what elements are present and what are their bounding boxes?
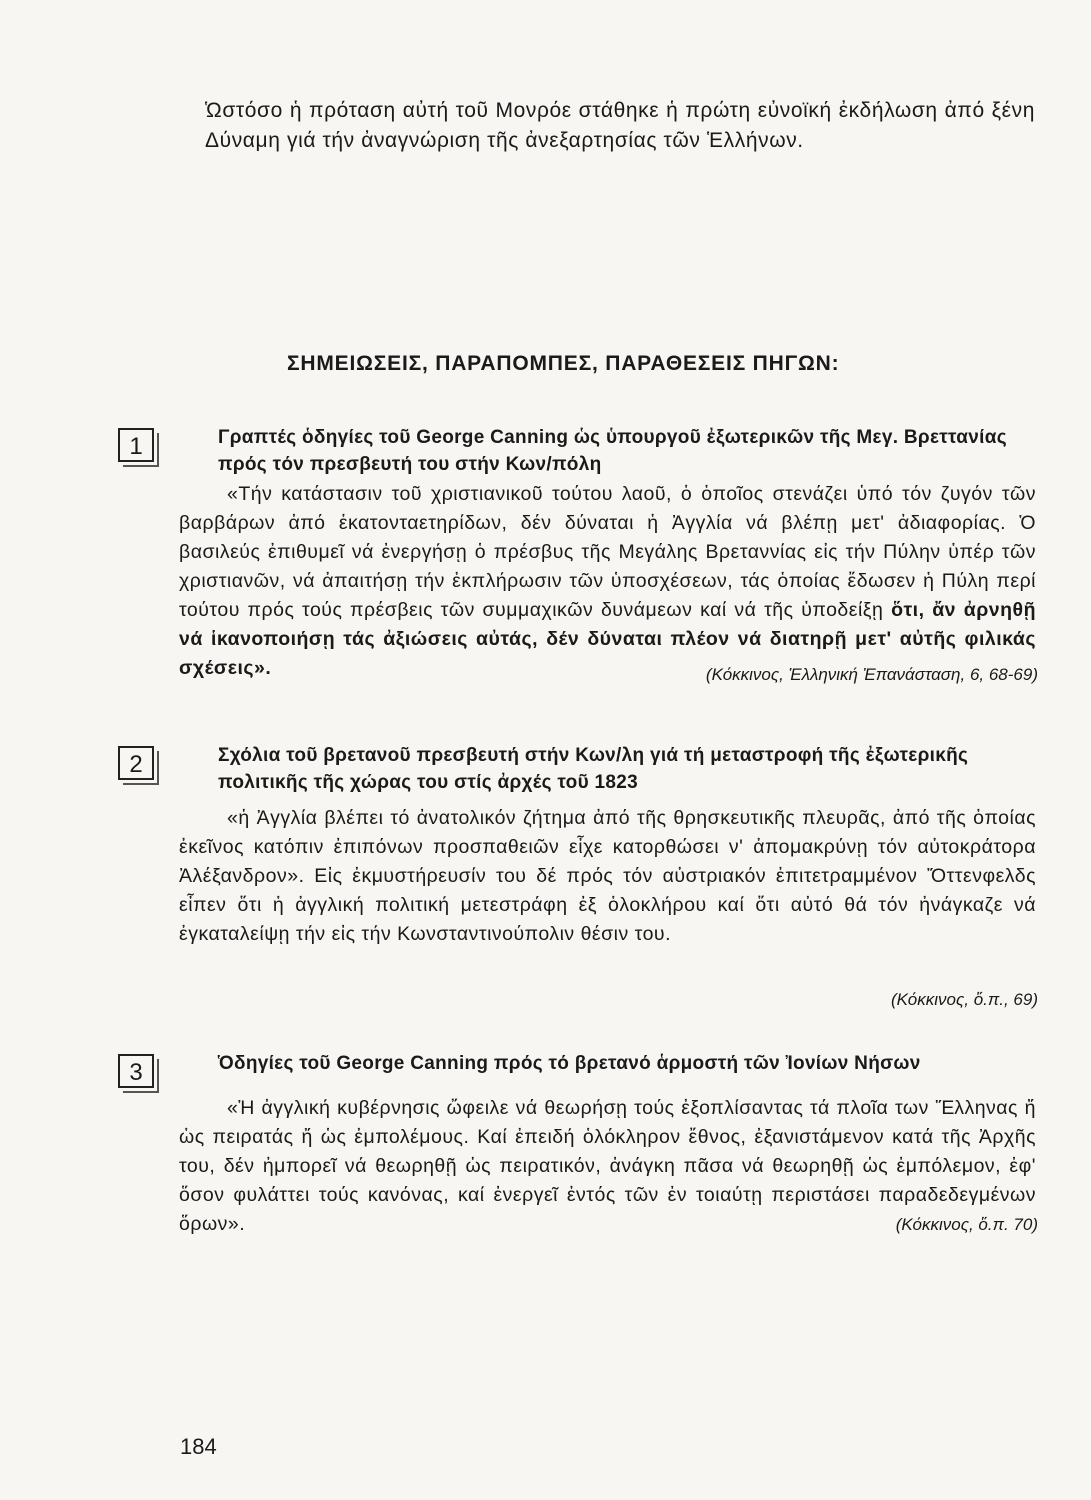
note-title: Γραπτές ὁδηγίες τοῦ George Canning ὡς ὑπουργοῦ ἐξωτερικῶν τῆς Μεγ. Βρεττανίας πρός τόν πρεσβευτή του στήν Κων/πόλη	[218, 427, 1007, 475]
note-1	[118, 424, 1038, 692]
note-quote-text: «ἡ Ἀγγλία βλέπει τό ἀνατολικόν ζήτημα ἀπό τῆς θρησκευτικῆς πλευρᾶς, ἀπό τῆς ὁποίας ἐκεῖνος κατόπιν ἐπιπόνων προσπαθειῶν εἶχε κατορθώσει ν' ἀπομακρύνῃ τόν αὐτοκράτορα Ἀλέξανδρον». Εἰς ἐκμυστήρευσίν του δέ πρός τόν αὐστριακόν ἐπιτετραμμένον Ὄττενφελδς εἶπεν ὅτι ἡ ἀγγλική πολιτική μετεστράφη ἐξ ὁλοκλήρου καί ὅτι αὐτό θά τόν ἠνάγκαζε νά ἐγκαταλείψῃ τήν εἰς τήν Κωνσταντινούπολιν θέσιν του.	[179, 807, 1036, 945]
note-quote-text: «Ἡ ἀγγλική κυβέρνησις ὤφειλε νά θεωρήσῃ τούς ἐξοπλίσαντας τά πλοῖα των Ἕλληνας ἤ ὡς πειρατάς ἤ ὡς ἐμπολέμους. Καί ἐπειδή ὁλόκληρον ἔθνος, ἐξανιστάμενον κατά τῆς Ἀρχῆς του, δέν ἠμπορεῖ νά θεωρηθῇ ὡς πειρατικόν, ἀνάγκη πᾶσα νά θεωρηθῇ ὡς ἐμπόλεμον, ἐφ' ὅσον φυλάττει τούς κανόνας, καί ἐνεργεῖ ἐντός τῶν ἐν τοιαύτῃ περιστάσει παραδεδεγμένων ὅρων».	[179, 1097, 1036, 1235]
note-title: Ὁδηγίες τοῦ George Canning πρός τό βρετανό ἁρμοστή τῶν Ἰονίων Νήσων	[218, 1053, 921, 1074]
note-number-box: 1	[118, 428, 154, 462]
note-source: (Κόκκινος, ὅ.π. 70)	[895, 1215, 1038, 1234]
note-source: (Κόκκινος, Ἑλληνική Ἐπανάσταση, 6, 68-69)	[705, 665, 1038, 684]
note-quote-text: «Τήν κατάστασιν τοῦ χριστιανικοῦ τούτου λαοῦ, ὁ ὁποῖος στενάζει ὑπό τόν ζυγόν τῶν βαρβάρων ἀπό ἑκατονταετηρίδων, δέν δύναται ἡ Ἀγγλία νά βλέπῃ μετ' ἀδιαφορίας. Ὁ βασιλεύς ἐπιθυμεῖ νά ἐνεργήσῃ ὁ πρέσβυς τῆς Μεγάλης Βρεταννίας εἰς τήν Πύλην ὑπέρ τῶν χριστιανῶν, νά ἀπαιτήσῃ τήν ἐκπλήρωσιν τῶν ὑποσχέσεων, τάς ὁποίας ἔδωσεν ἡ Πύλη περί τούτου πρός τούς πρέσβεις τῶν συμμαχικῶν δυνάμεων καί νά τῆς ὑποδείξῃ	[179, 483, 1036, 621]
note-number-box: 3	[118, 1054, 154, 1088]
intro-paragraph: Ὡστόσο ἡ πρόταση αὐτή τοῦ Μονρόε στάθηκε ἡ πρώτη εὐνοϊκή ἐκδήλωση ἀπό ξένη Δύναμη γιά τήν ἀναγνώριση τῆς ἀνεξαρτησίας τῶν Ἑλλήνων.	[205, 99, 1035, 152]
note-2	[118, 742, 1038, 1012]
note-title: Σχόλια τοῦ βρετανοῦ πρεσβευτή στήν Κων/λη γιά τή μεταστροφή τῆς ἐξωτερικῆς πολιτικῆς τῆς χώρας του στίς ἀρχές τοῦ 1823	[218, 745, 969, 793]
note-source: (Κόκκινος, ὅ.π., 69)	[891, 990, 1038, 1009]
note-quote-emphasis: ὅτι, ἄν ἀρνηθῇ νά ἱκανοποιήσῃ τάς ἀξιώσεις αὐτάς, δέν δύναται πλέον νά διατηρῇ μετ' αὐτῆς φιλικάς σχέσεις».	[179, 599, 1036, 679]
page-number: 184	[180, 1434, 217, 1459]
note-quote	[179, 480, 1036, 683]
note-quote	[179, 804, 1036, 949]
notes-heading: ΣΗΜΕΙΩΣΕΙΣ, ΠΑΡΑΠΟΜΠΕΣ, ΠΑΡΑΘΕΣΕΙΣ ΠΗΓΩΝ:	[287, 352, 840, 375]
note-3	[118, 1050, 1038, 1240]
note-number-box: 2	[118, 746, 154, 780]
